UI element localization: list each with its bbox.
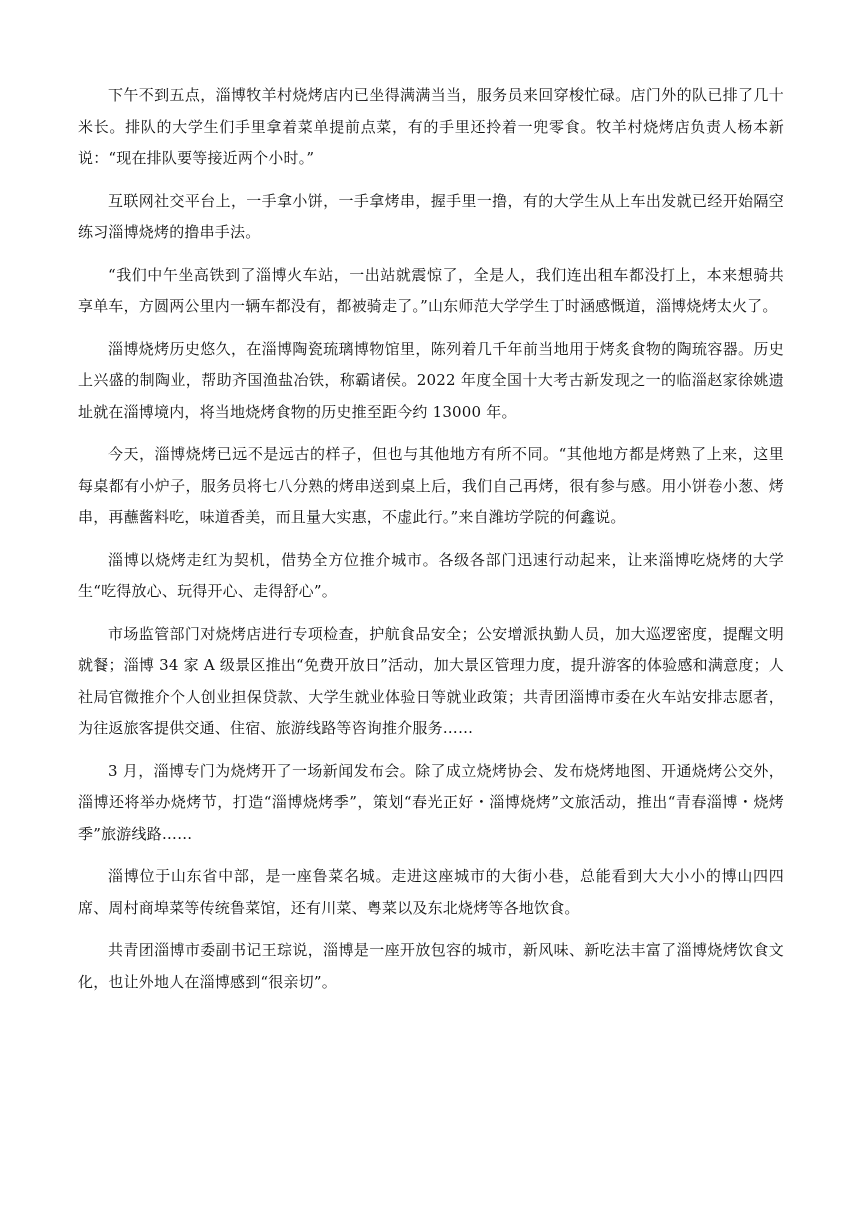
- paragraph-6: 淄博以烧烤走红为契机，借势全方位推介城市。各级各部门迅速行动起来，让来淄博吃烧烤的大学生“吃得放心、玩得开心、走得舒心”。: [78, 550, 784, 600]
- paragraph-5: 今天，淄博烧烤已远不是远古的样子，但也与其他地方有所不同。“其他地方都是烤熟了上来，这里每桌都有小炉子，服务员将七八分熟的烤串送到桌上后，我们自己再烤，很有参与感。用小饼卷小葱、烤串，再蘸酱料吃，味道香美，而且量大实惠，不虚此行。”来自潍坊学院的何鑫说。: [78, 445, 784, 526]
- paragraph-7: 市场监管部门对烧烤店进行专项检查，护航食品安全；公安增派执勤人员，加大巡逻密度，提醒文明就餐；淄博 34 家 A 级景区推出“免费开放日”活动，加大景区管理力度，提升游客的体验感和满意度；人社局官微推介个人创业担保贷款、大学生就业体验日等就业政策；共青团淄博市委在火车站安排志愿者，为往返旅客提供交通、住宿、旅游线路等咨询推介服务……: [78, 624, 784, 737]
- paragraph-2: 互联网社交平台上，一手拿小饼，一手拿烤串，握手里一撸，有的大学生从上车出发就已经开始隔空练习淄博烧烤的撸串手法。: [78, 191, 784, 241]
- paragraph-8: 3 月，淄博专门为烧烤开了一场新闻发布会。除了成立烧烤协会、发布烧烤地图、开通烧烤公交外，淄博还将举办烧烤节，打造“淄博烧烤季”，策划“春光正好・淄博烧烤”文旅活动，推出“青春淄博・烧烤季”旅游线路……: [78, 761, 784, 843]
- paragraph-4: 淄博烧烤历史悠久，在淄博陶瓷琉璃博物馆里，陈列着几千年前当地用于烤炙食物的陶琉容器。历史上兴盛的制陶业，帮助齐国渔盐冶铁，称霸诸侯。2022 年度全国十大考古新发现之一的临淄赵家徐姚遗址就在淄博境内，将当地烧烤食物的历史推至距今约 13000 年。: [78, 339, 784, 421]
- paragraph-10: 共青团淄博市委副书记王琮说，淄博是一座开放包容的城市，新风味、新吃法丰富了淄博烧烤饮食文化，也让外地人在淄博感到“很亲切”。: [78, 941, 784, 991]
- paragraph-9: 淄博位于山东省中部，是一座鲁菜名城。走进这座城市的大街小巷，总能看到大大小小的博山四四席、周村商埠菜等传统鲁菜馆，还有川菜、粤菜以及东北烧烤等各地饮食。: [78, 867, 784, 917]
- paragraph-1: 下午不到五点，淄博牧羊村烧烤店内已坐得满满当当，服务员来回穿梭忙碌。店门外的队已排了几十米长。排队的大学生们手里拿着菜单提前点菜，有的手里还拎着一兜零食。牧羊村烧烤店负责人杨本新说：“现在排队要等接近两个小时。”: [78, 86, 784, 167]
- article-body: [78, 80, 784, 1009]
- paragraph-3: “我们中午坐高铁到了淄博火车站，一出站就震惊了，全是人，我们连出租车都没打上，本来想骑共享单车，方圆两公里内一辆车都没有，都被骑走了。”山东师范大学学生丁时涵感慨道，淄博烧烤太火了。: [78, 265, 784, 315]
